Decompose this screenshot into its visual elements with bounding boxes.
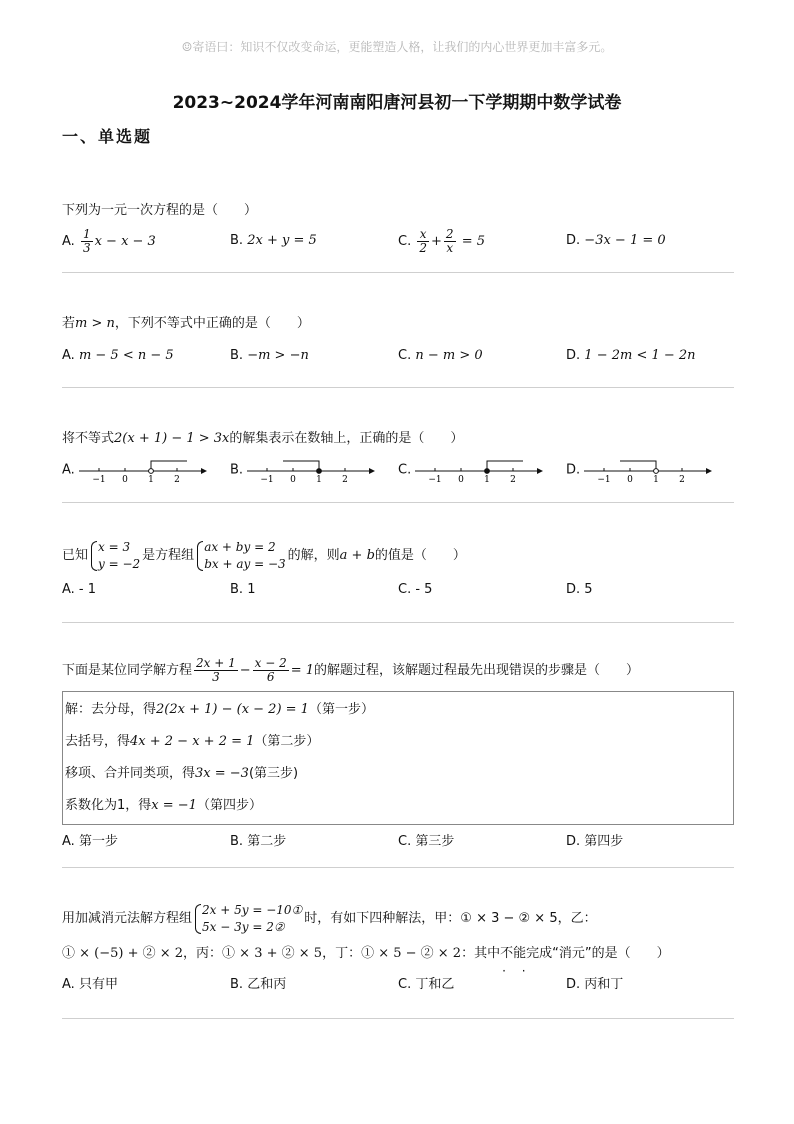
option-b[interactable] (230, 972, 286, 998)
stem-text: 时，有如下四种解法，甲：① × 3 − ② × 5，乙： (304, 911, 597, 926)
tick-label: 1 (653, 475, 660, 484)
options (62, 972, 734, 998)
stem-text: ，下列不等式中正确的是（ ） (114, 316, 310, 331)
section-heading: 一、单选题 (62, 127, 153, 146)
stem-text: 的值是（ ） (374, 548, 466, 563)
option-text: 第三步 (415, 834, 455, 849)
option-label: C. (398, 977, 412, 992)
stem-text: 用加减消元法解方程组 (62, 911, 193, 926)
option-d[interactable] (566, 829, 623, 855)
option-label: A. (62, 348, 75, 363)
option-label: B. (230, 834, 244, 849)
option-a[interactable] (62, 972, 118, 998)
solution-step-3 (65, 758, 731, 790)
divider (62, 272, 734, 273)
divider (62, 502, 734, 503)
stem-math: a + b (339, 548, 375, 563)
emphasis-text: 不能 · · (500, 946, 526, 961)
option-b[interactable] (230, 228, 317, 254)
question-stem: 下列为一元一次方程的是（ ） (62, 203, 258, 218)
option-c[interactable] (398, 972, 454, 998)
step-math: x = −1 (151, 798, 197, 813)
option-math: n − m > 0 (415, 348, 483, 363)
denominator: x (446, 241, 454, 255)
option-label: B. (230, 348, 244, 363)
question-stem (62, 898, 734, 940)
step-text: 移项、合并同类项，得 (65, 766, 196, 781)
equation-system (196, 539, 285, 573)
option-label: D. (566, 348, 581, 363)
step-note: (第三步) (248, 766, 299, 781)
option-label: B. (230, 977, 244, 992)
option-math: x − x − 3 (94, 234, 156, 249)
option-d[interactable] (566, 972, 623, 998)
option-label: A. (62, 834, 75, 849)
fraction (444, 228, 456, 255)
fraction (417, 228, 429, 255)
fraction (194, 657, 238, 684)
closed-point (485, 469, 490, 474)
minus-sign: − (239, 663, 251, 678)
system-row: 5x − 3y = 2② (202, 919, 285, 934)
tick-label: 2 (510, 475, 517, 484)
option-a[interactable] (62, 456, 209, 484)
tick-label: 0 (627, 475, 634, 484)
option-math: −m > −n (247, 348, 309, 363)
option-text: 只有甲 (78, 977, 118, 992)
step-math: 3x = −3 (195, 766, 249, 781)
question-3 (62, 428, 734, 486)
numerator: x (417, 228, 429, 242)
option-text: 第四步 (584, 834, 624, 849)
question-2 (62, 313, 734, 369)
solution-ray (151, 461, 187, 469)
option-label: D. (566, 462, 581, 478)
option-text: 第一步 (78, 834, 118, 849)
motto: ☺寄语曰：知识不仅改变命运，更能塑造人格，让我们的内心世界更加丰富多元。 (181, 40, 613, 54)
system-row: bx + ay = −3 (204, 556, 286, 571)
option-label: D. (566, 834, 581, 849)
option-label: C. (398, 582, 412, 597)
option-label: B. (230, 233, 244, 248)
question-stem (62, 653, 734, 689)
solution-ray (620, 461, 656, 469)
step-note: （第一步） (308, 702, 374, 717)
solution-step-2 (65, 726, 731, 758)
option-label: B. (230, 462, 244, 478)
tick-label: 2 (174, 475, 180, 484)
number-line-a (79, 456, 209, 484)
option-label: B. (230, 582, 244, 597)
tick-label: 0 (122, 475, 128, 484)
divider (62, 622, 734, 623)
tick-label: −1 (92, 475, 106, 484)
arrow-icon (369, 468, 375, 474)
option-label: A. (62, 234, 75, 249)
stem-text: 下面是某位同学解方程 (62, 663, 193, 678)
tick-label: 2 (342, 475, 349, 484)
option-b[interactable] (230, 343, 309, 369)
number-line-b (247, 456, 377, 484)
system-row: x = 3 (98, 539, 131, 554)
question-6 (62, 898, 734, 998)
step-text: 解：去分母，得 (65, 702, 157, 717)
solution-ray (283, 461, 319, 469)
step-note: （第二步） (254, 734, 320, 749)
stem-text: 是方程组 (142, 548, 195, 563)
denominator: 6 (266, 670, 275, 684)
closed-point (317, 469, 322, 474)
question-1 (62, 200, 734, 254)
open-point (149, 469, 154, 474)
option-math: m − 5 < n − 5 (78, 348, 174, 363)
tick-label: 1 (316, 475, 323, 484)
option-c[interactable] (398, 829, 454, 855)
solution-box (62, 691, 734, 825)
option-text: 丁和乙 (415, 977, 455, 992)
stem-text: 已知 (62, 548, 89, 563)
tick-label: 0 (290, 475, 297, 484)
option-label: A. (62, 462, 75, 478)
stem-text: 的解，则 (287, 548, 340, 563)
option-d[interactable] (566, 456, 714, 484)
option-a[interactable] (62, 228, 156, 255)
denominator: 2 (419, 241, 427, 255)
options (62, 456, 734, 486)
option-math: 1 − 2m < 1 − 2n (584, 348, 696, 363)
option-b[interactable] (230, 829, 286, 855)
option-text: 第二步 (247, 834, 287, 849)
option-text: 5 (584, 582, 593, 597)
stem-text: 的解题过程，该解题过程最先出现错误的步骤是（ ） (314, 663, 640, 678)
option-a[interactable] (62, 829, 118, 855)
tick-label: 2 (679, 475, 686, 484)
number-line-c (415, 456, 545, 484)
open-point (654, 469, 659, 474)
option-label: A. (62, 582, 75, 597)
arrow-icon (537, 468, 543, 474)
fraction (253, 657, 289, 684)
system-row: ax + by = 2 (204, 539, 276, 554)
step-math: 4x + 2 − x + 2 = 1 (130, 734, 255, 749)
option-label: C. (398, 834, 412, 849)
numerator: x − 2 (254, 656, 287, 670)
step-note: （第四步） (196, 798, 262, 813)
option-text: - 1 (74, 582, 97, 597)
option-label: C. (398, 234, 412, 249)
options (62, 829, 734, 855)
stem-math: 2(x + 1) − 1 > 3x (114, 431, 230, 446)
solution-step-1 (65, 694, 731, 726)
plus-sign: + (431, 234, 442, 249)
option-c[interactable] (398, 343, 483, 369)
step-math: 2(2x + 1) − (x − 2) = 1 (156, 702, 309, 717)
option-text: 乙和丙 (247, 977, 287, 992)
equation-system (90, 539, 140, 573)
option-math: −3x − 1 = 0 (584, 233, 666, 248)
option-c[interactable] (398, 228, 485, 255)
stem-text: 将不等式 (62, 431, 115, 446)
stem-text: ：其中 (461, 946, 501, 961)
option-b[interactable] (230, 456, 377, 484)
tick-label: −1 (260, 475, 274, 484)
stem-text: 的解集表示在数轴上，正确的是（ ） (229, 431, 464, 446)
option-d[interactable] (566, 343, 696, 369)
option-label: D. (566, 582, 581, 597)
options (62, 577, 734, 603)
option-text: 丙和丁 (584, 977, 624, 992)
stem-math: ① × (−5) + ② × 2，丙：① × 3 + ② × 5，丁：① × 5 − ② × 2 (62, 946, 462, 961)
tick-label: 1 (148, 475, 154, 484)
options (62, 228, 734, 254)
option-label: C. (398, 462, 412, 478)
fraction (81, 228, 93, 255)
question-stem (62, 535, 734, 577)
option-math: 2x + y = 5 (247, 233, 317, 248)
stem-text: 完成“消元”的是（ ） (526, 946, 670, 961)
options (62, 343, 734, 369)
question-stem (62, 313, 734, 335)
option-label: A. (62, 977, 75, 992)
question-5 (62, 653, 734, 855)
equation-system (194, 902, 302, 936)
numerator: 2x + 1 (196, 656, 236, 670)
system-row: y = −2 (98, 556, 141, 571)
step-text: 去括号，得 (65, 734, 131, 749)
number-line-d (584, 456, 714, 484)
divider (62, 867, 734, 868)
option-label: C. (398, 348, 412, 363)
denominator: 3 (212, 670, 220, 684)
step-text: 系数化为1，得 (65, 798, 152, 813)
option-c[interactable] (398, 456, 545, 484)
option-math: = 5 (461, 234, 485, 249)
option-b[interactable] (230, 577, 255, 603)
option-label: D. (566, 233, 581, 248)
option-a[interactable] (62, 343, 174, 369)
stem-math: m > n (75, 316, 115, 331)
option-label: D. (566, 977, 581, 992)
solution-step-4 (65, 790, 731, 822)
denominator: 3 (82, 241, 91, 255)
page-title: 2023~2024学年河南南阳唐河县初一下学期期中数学试卷 (172, 93, 622, 113)
option-d[interactable] (566, 228, 666, 254)
divider (62, 387, 734, 388)
question-stem (62, 428, 734, 450)
option-c[interactable] (398, 577, 432, 603)
question-stem-line-2 (62, 940, 734, 968)
divider (62, 1018, 734, 1019)
option-a[interactable] (62, 577, 96, 603)
solution-ray (487, 461, 523, 469)
tick-label: 1 (484, 475, 491, 484)
stem-text: 若 (62, 316, 76, 331)
option-d[interactable] (566, 577, 593, 603)
arrow-icon (201, 468, 207, 474)
tick-label: −1 (428, 475, 442, 484)
system-row: 2x + 5y = −10① (202, 902, 303, 917)
arrow-icon (706, 468, 712, 474)
option-text: 1 (247, 582, 256, 597)
numerator: 2 (445, 227, 454, 241)
tick-label: −1 (597, 475, 611, 484)
tick-label: 0 (458, 475, 465, 484)
question-4 (62, 535, 734, 603)
numerator: 1 (82, 227, 91, 241)
stem-math: = 1 (290, 663, 315, 678)
option-text: - 5 (411, 582, 433, 597)
